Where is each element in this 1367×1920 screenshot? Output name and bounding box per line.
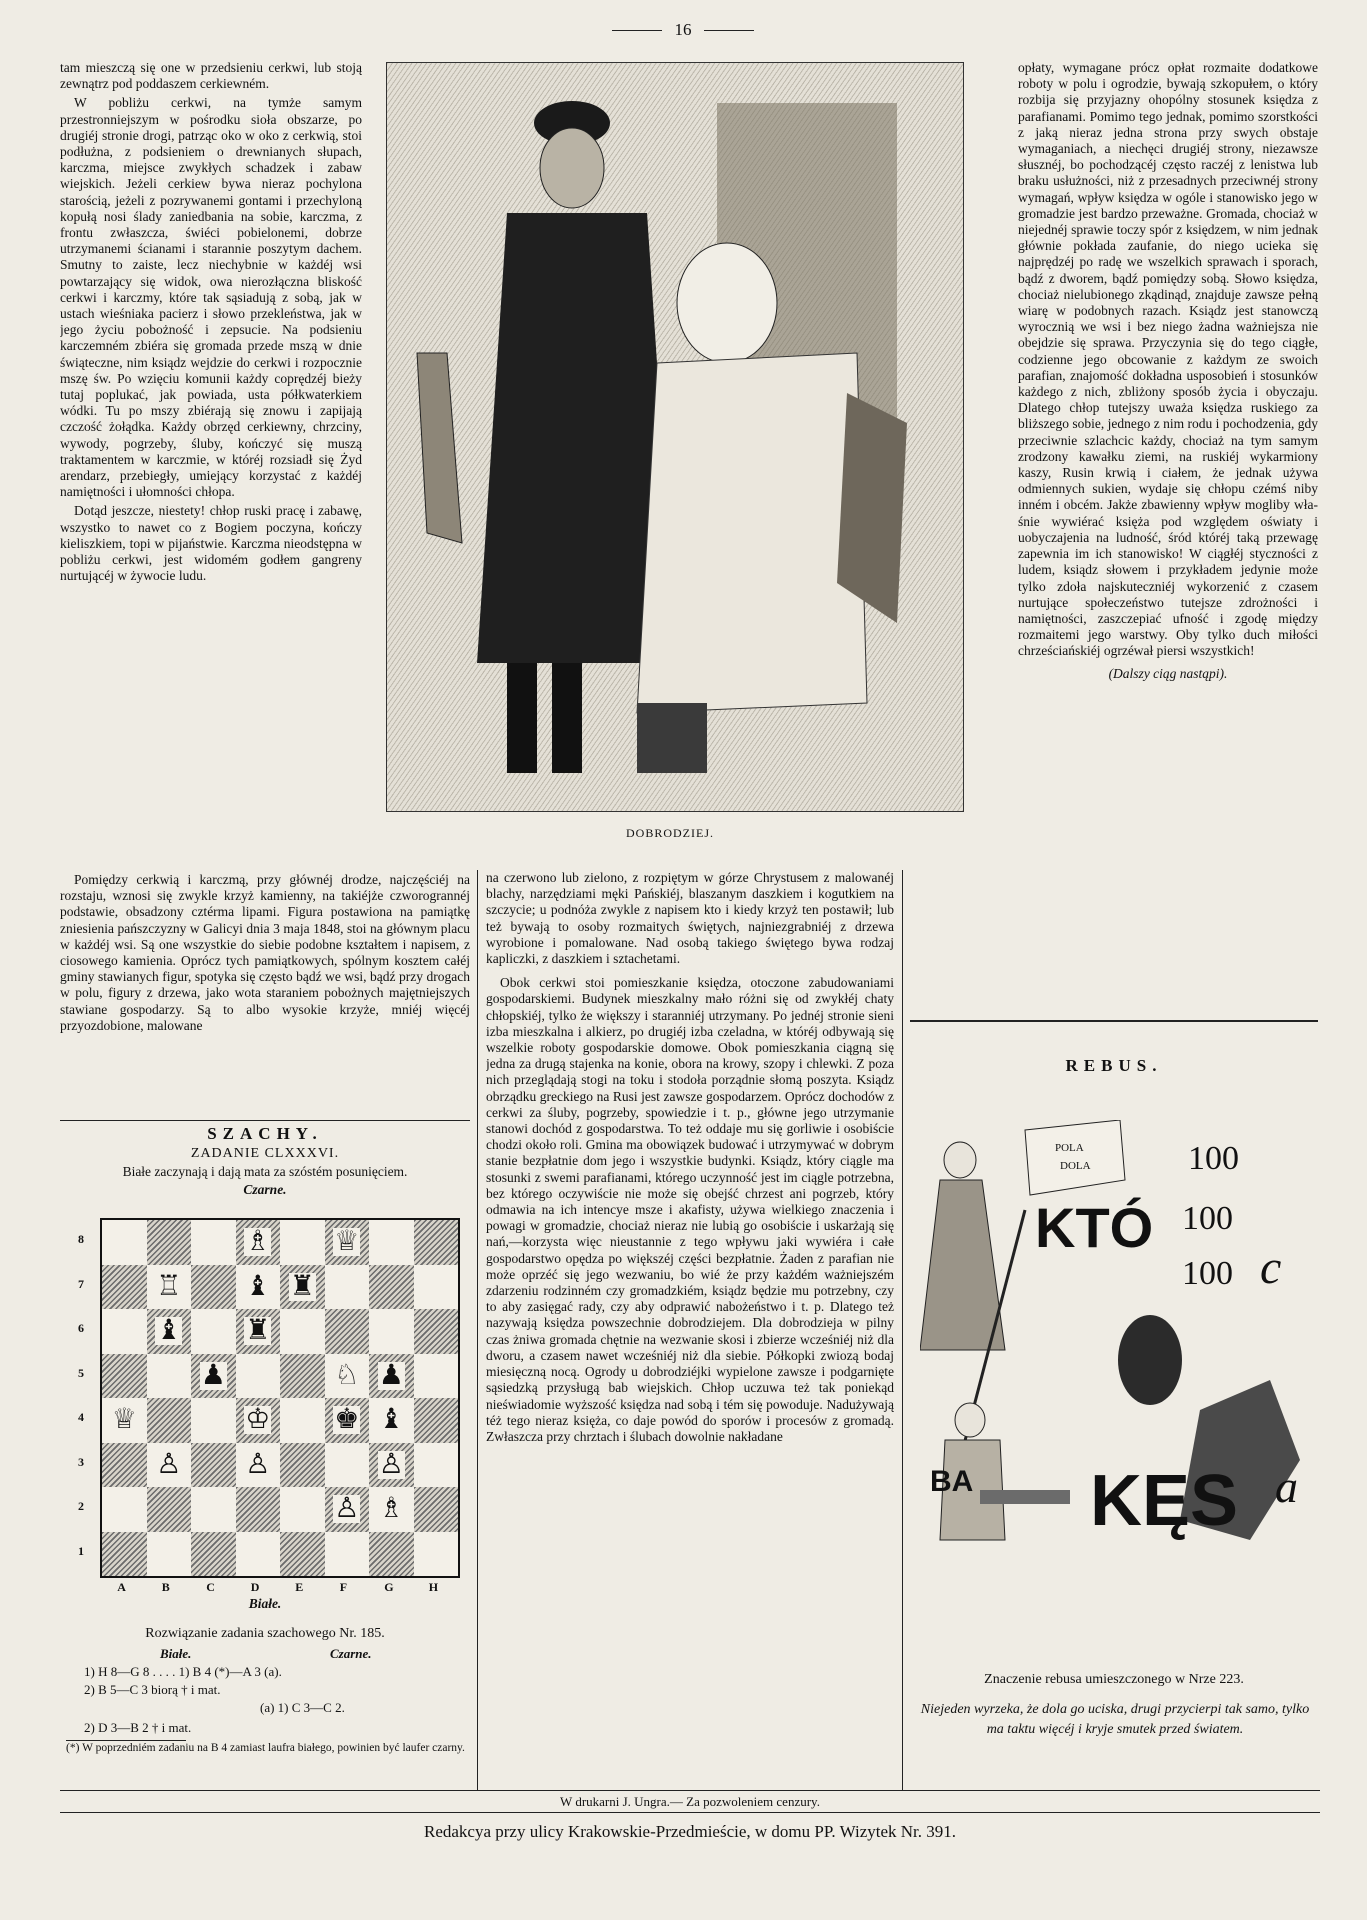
solution-header-black: Czarne. — [330, 1646, 372, 1661]
chess-square — [369, 1220, 414, 1265]
chess-square — [191, 1487, 236, 1532]
chess-square — [325, 1309, 370, 1354]
woman-shawl — [837, 393, 907, 623]
chess-square — [236, 1487, 281, 1532]
chess-square — [102, 1398, 147, 1443]
chess-square — [191, 1398, 236, 1443]
chess-square — [414, 1487, 459, 1532]
chess-footnote: (*) W poprzedniém zadaniu na B 4 zamiast laufra białego, powinien być laufer czarny. — [66, 1742, 465, 1754]
header-rule-right — [704, 30, 754, 31]
chess-title: SZACHY. — [207, 1124, 323, 1143]
chess-square — [325, 1398, 370, 1443]
column-divider-2 — [902, 870, 903, 1790]
chess-square — [414, 1354, 459, 1399]
table-drawing — [980, 1490, 1070, 1504]
paragraph: tam mieszczą się one w przedsieniu cerkwi, lub stoją zewnątrz pod poddaszem cerkiewném. — [60, 60, 362, 92]
paragraph: Dotąd jeszcze, niestety! chłop ruski pracę i zabawę, wszystko to nawet co z Bogiem poczyna, kończy kieliszkiem, topi w pijaństwie. Karczma nieodstępna w pobliżu cerkwi, jest widomém godłem gangreny nurtującéj w żywocie ludu. — [60, 503, 362, 584]
rebus-word-kes: KĘS — [1090, 1461, 1239, 1541]
chess-square — [325, 1265, 370, 1310]
chess-piece: ♙ — [245, 1448, 271, 1480]
chess-square — [369, 1532, 414, 1577]
chess-piece: ♙ — [156, 1448, 182, 1480]
chess-square — [191, 1220, 236, 1265]
woman-boots — [637, 703, 707, 773]
solution-line: 2) D 3—B 2 † i mat. — [84, 1720, 192, 1735]
woman-head-drawing — [944, 1142, 976, 1178]
chess-square — [147, 1354, 192, 1399]
file-label: H — [428, 1580, 439, 1594]
chess-piece: ♚ — [334, 1404, 360, 1436]
rebus-number: 100 — [1182, 1200, 1233, 1237]
chess-square — [325, 1220, 370, 1265]
rebus-number: 100 — [1182, 1255, 1233, 1292]
chess-square — [191, 1532, 236, 1577]
footer-rule-bottom — [60, 1812, 1320, 1813]
chess-piece: ♘ — [334, 1359, 360, 1391]
rebus-top-rule — [910, 1020, 1318, 1022]
chess-solution-headers — [60, 1646, 470, 1662]
chess-white-label: Białe. — [248, 1596, 282, 1611]
chess-square — [147, 1443, 192, 1488]
continued-note: (Dalszy ciąg nastąpi). — [1108, 665, 1228, 681]
rank-label: 4 — [78, 1410, 84, 1425]
column-1-text — [60, 60, 362, 850]
rank-label: 6 — [78, 1321, 84, 1336]
chess-piece: ♟ — [378, 1359, 404, 1391]
file-label: B — [161, 1580, 170, 1594]
rebus-picture — [920, 1120, 1310, 1590]
chess-square — [369, 1309, 414, 1354]
chess-square — [369, 1443, 414, 1488]
column-divider-1 — [477, 870, 478, 1790]
baker-head-drawing — [955, 1403, 985, 1437]
rebus-title: REBUS. — [1065, 1056, 1163, 1075]
chess-solution-title: Rozwiązanie zadania szachowego Nr. 185. — [145, 1626, 385, 1641]
chess-piece: ♙ — [334, 1493, 360, 1525]
chess-square — [191, 1354, 236, 1399]
chess-square — [147, 1532, 192, 1577]
chess-piece: ♕ — [334, 1226, 360, 1258]
chess-square — [191, 1265, 236, 1310]
rank-label: 3 — [78, 1454, 84, 1469]
chess-square — [325, 1354, 370, 1399]
chess-square — [147, 1220, 192, 1265]
chess-square — [102, 1532, 147, 1577]
chess-square — [280, 1309, 325, 1354]
chess-piece: ♔ — [245, 1404, 271, 1436]
footer-editorial: Redakcya przy ulicy Krakowskie-Przedmieście, w domu PP. Wizytek Nr. 391. — [423, 1822, 957, 1841]
chess-square — [325, 1443, 370, 1488]
rebus-word-kto: KTÓ — [1035, 1196, 1154, 1259]
chess-square — [369, 1354, 414, 1399]
rank-label: 1 — [78, 1543, 84, 1558]
chess-square — [102, 1220, 147, 1265]
chess-square — [191, 1309, 236, 1354]
chess-square — [280, 1398, 325, 1443]
footnote-rule — [66, 1740, 186, 1741]
chess-square — [325, 1532, 370, 1577]
chess-square — [414, 1398, 459, 1443]
page-number: 16 — [674, 20, 692, 39]
rebus-word-ba: BA — [930, 1465, 974, 1498]
man-head — [540, 128, 604, 208]
chess-square — [236, 1532, 281, 1577]
chess-piece: ♝ — [156, 1315, 182, 1347]
chess-piece: ♟ — [200, 1359, 226, 1391]
sign-scroll — [1025, 1120, 1125, 1195]
rebus-sign-top: POLA — [1055, 1142, 1084, 1154]
rank-label: 8 — [78, 1232, 84, 1247]
rebus-number: 100 — [1188, 1140, 1239, 1177]
chess-square — [280, 1265, 325, 1310]
chess-piece: ♝ — [245, 1270, 271, 1302]
chess-square — [280, 1354, 325, 1399]
rebus-solution-text: Niejeden wyrzeka, że dola go uciska, drugi przycierpi tak samo, tylko ma taktu więcéj i kryje smutek przed światem. — [920, 1702, 1310, 1737]
chess-top-rule — [60, 1120, 470, 1121]
woman-coat — [637, 353, 867, 713]
file-label: A — [117, 1580, 126, 1594]
rebus-sign-bottom: DOLA — [1060, 1160, 1091, 1172]
chess-square — [280, 1487, 325, 1532]
illustration-dobrodziej — [386, 62, 964, 812]
chess-instruction: Białe zaczynają i dają mata za szóstém posunięciem. — [122, 1164, 408, 1179]
page-header — [0, 20, 1367, 46]
file-label: C — [206, 1580, 215, 1594]
header-rule-left — [612, 30, 662, 31]
rebus-letter-c: c — [1260, 1241, 1282, 1294]
chess-square — [236, 1309, 281, 1354]
chess-square — [236, 1354, 281, 1399]
chess-square — [280, 1532, 325, 1577]
chess-square — [280, 1220, 325, 1265]
file-label: G — [384, 1580, 394, 1594]
rank-label: 2 — [78, 1499, 84, 1514]
chess-piece: ♗ — [378, 1493, 404, 1525]
chess-square — [369, 1398, 414, 1443]
chess-piece: ♜ — [245, 1315, 271, 1347]
solution-header-white: Białe. — [160, 1646, 192, 1661]
chess-square — [414, 1532, 459, 1577]
chess-square — [147, 1309, 192, 1354]
chess-piece: ♗ — [245, 1226, 271, 1258]
bear-drawing — [1118, 1315, 1182, 1405]
chess-square — [102, 1487, 147, 1532]
rebus-solution-title: Znaczenie rebusa umieszczonego w Nrze 223. — [984, 1672, 1244, 1687]
chess-square — [369, 1487, 414, 1532]
chess-square — [191, 1443, 236, 1488]
woman-dress-drawing — [920, 1180, 1005, 1350]
column-1-lower-text — [60, 872, 470, 1112]
chess-square — [236, 1265, 281, 1310]
chess-piece: ♖ — [156, 1270, 182, 1302]
solution-line: 1) H 8—G 8 . . . . 1) B 4 (*)—A 3 (a). — [84, 1664, 282, 1679]
chess-black-label: Czarne. — [243, 1182, 287, 1197]
handkerchief — [417, 353, 462, 543]
chess-piece: ♕ — [111, 1404, 137, 1436]
footer-rule-top — [60, 1790, 1320, 1791]
chess-problem-number: ZADANIE CLXXXVI. — [190, 1146, 340, 1161]
chess-square — [102, 1443, 147, 1488]
solution-line: (a) 1) C 3—C 2. — [260, 1700, 345, 1715]
man-boot-right — [552, 663, 582, 773]
chess-square — [414, 1265, 459, 1310]
chess-square — [369, 1265, 414, 1310]
chess-square — [325, 1487, 370, 1532]
paragraph: na czerwono lub zielono, z rozpiętym w górze Chrystusem z malowanéj blachy, narzędziami męki Pańskiéj, blaszanym daszkiem i kogutkiem na szczycie; u podnóża zwykle z napisem kto i kiedy krzyż ten postawił; lub też bywają to osoby rozmaitych świętych, najniezgrabniéj z drzewa wyrobione i pomalowane. Nad osobą takiego świętego bywa rodzaj kapliczki, z daszkiem i sztachetami. — [486, 870, 894, 967]
chess-square — [147, 1265, 192, 1310]
file-label: D — [250, 1580, 260, 1594]
illustration-caption: DOBRODZIEJ. — [626, 826, 714, 840]
chess-square — [414, 1220, 459, 1265]
chess-square — [414, 1443, 459, 1488]
rebus-letter-a: a — [1275, 1461, 1298, 1512]
chess-square — [147, 1487, 192, 1532]
chess-piece: ♙ — [378, 1448, 404, 1480]
file-label: E — [295, 1580, 304, 1594]
chess-square — [414, 1309, 459, 1354]
chess-square — [236, 1398, 281, 1443]
chess-board — [100, 1218, 460, 1578]
paragraph: Pomiędzy cerkwią i karczmą, przy głównéj drodze, najczęściéj na rozstaju, wznosi się zwykle krzyż kamienny, na takiéjże czworogrannéj podstawie, obsadzony cztérma lipami. Figura postawiona na pamiątkę zniesienia pańszczyzny w Galicyi dnia 3 maja 1848, stoi na głównym placu w każdéj wsi. Są one wszystkie do siebie podobne kształtem i napisem, z ciosowego kamienia. Oprócz tych pamiątkowych, spólnym kosztem całéj gminy stawianych figur, spotyka się często bądź we wsi, bądź przy drogach w polu, figury z drzewa, jako wota staraniem pobożnych majętniejszych stawiane gospodarzy. Są to albo wysokie krzyże, mniéj więcéj przyozdobione, malowane — [60, 872, 470, 1033]
chess-square — [280, 1443, 325, 1488]
chess-square — [236, 1443, 281, 1488]
chess-piece: ♝ — [378, 1404, 404, 1436]
chess-square — [236, 1220, 281, 1265]
chess-square — [102, 1309, 147, 1354]
chess-square — [147, 1398, 192, 1443]
solution-line: 2) B 5—C 3 biorą † i mat. — [84, 1682, 221, 1697]
chess-square — [102, 1354, 147, 1399]
rank-label: 7 — [78, 1276, 84, 1291]
file-label: F — [339, 1580, 348, 1594]
paragraph: W pobliżu cerkwi, na tymże samym przestronniejszym w pośrodku sioła obszarze, po drugiéj stronie drogi, patrząc oko w oko z cerkwią, stoi podłużna, z podsieniem o drewnianych słupach, karczma, miejsce zwykłych schadzek i zabaw wiejskich. Jeżeli cerkiew bywa nieraz pochylona starością, jeżeli z pozrywanemi gontami i przechyloną kopułą nosi ślady zaniedbania na sobie, karczma, z frontu zwłaszcza, świéci pobielonemi, dobrze utrzymanemi ścianami i starannie poszytym dachem. Smutny to zaiste, lecz niechybnie w każdéj wsi powtarzający się widok, owa nierozłączna bliskość cerkwi i karczmy, które tak sąsiadują z sobą, jak w ustach wieśniaka pacierz i słowo przekleństwa, jak w jego życiu pobożność i zepsucie. Na podsieniu karczemném zbiéra się gromada przede mszą w dnie świąteczne, nim ksiądz wejdzie do cerkwi i rozpocznie mszę św. Po wzięciu komunii każdy coprędzéj bieży tutaj poplukać, jak powiada, usta półkwaterkiem wódki. Tu po mszy zbiérają się znowu i zapijają czczość żołądka. Każdy obrzęd cerkiewny, chrzciny, wywody, pogrzeby, śluby, kończyć się muszą traktamentem w karczmie, w któréj rozsiadł się Żyd arendarz, przebiegły, umiejący korzystać z każdéj namiętności i ułomności chłopa. — [60, 95, 362, 500]
paragraph: Obok cerkwi stoi pomieszkanie księdza, otoczone zabudowaniami gospodarskiemi. Budynek mieszkalny mało różni się od zwykłéj chaty chłopskiéj, tylko że większy i staranniéj utrzymany. Po jednéj stronie sieni izba mieszkalna i alkierz, po drugiéj izba czeladna, w któréj odbywają się wszelkie roboty gospodarskie domowe. Obok pomieszkania ciągną się jedna za drugą stajenka na konie, obora na krowy, szopy i chlewki. Z poza nich przeglądają stogi na toku i stodoła porządnie słomą poszyta. Ksiądz obrządku greckiego na Rusi jest zawsze gospodarzem. Oprócz dochodów z cerkwi za śluby, pogrzeby, spowiedzie i t. p., główne jego utrzymanie stanowi dochód z gospodarstwa. To też oddaje mu się gorliwie i osobiście chodzi około roli. Gmina ma obowiązek budować i utrzymywać w dobrym stanie bezpłatnie dom jego i wszystkie budynki. Ksiądz, który ciągle ma stosunki z swemi parafianami, którego uczynność jest im ciągle potrzebna, bez którego oczywiście nie może się obejść chrzest ani pogrzeb, który odmawia na ich intencye msze i akafisty, używa wielkiego znaczenia i powagi w gromadzie, chociaż nieraz nie lubią go osobiście i uskarżają się nań,—korzysta więc nieustannie z tego wpływu jaki wywiéra i całe gospodarstwo opędza po większéj części bezpłatnie. Żaden z parafian nie może oprzéć się jego wezwaniu, bo wié że przy każdém ważniejszém zdarzeniu rodzinném czy gromadzkiém, ksiądz będzie mu potrzebny, czy to aby zasięgać rady, czy aby odprawić nabożeństwo i t. p. Dlatego też nazywają księdza powszechnie dobrodziejem. Dla dobrodzieja w pilny czas żniwa gromada chętnie na wezwanie skosi i zbierze wcześniéj niż dla dworu, a czasem nawet wcześniéj niż dla siebie. Półkopki zwiozą bodaj miesięczną nocą. Ogrody u dobrodziéjki wypielone zawsze i podgarnięte sąsiedzką przysługą bab wiejskich. Chłop uczuwa też tak poniekąd nieświadomie wyższość księdza nad sobą i tém się powoduje. Nadużywają téż tego nieraz księża, co daje powód do sporów i procesów z gromadą. Zwłaszcza przy chrztach i ślubach dowolnie nakładane — [486, 975, 894, 1444]
footer-printer: W drukarni J. Ungra.— Za pozwoleniem cenzury. — [560, 1794, 820, 1809]
paragraph: opłaty, wymagane prócz opłat rozmaite dodatkowe roboty w polu i ogrodzie, bywają szkopułem, o który rozbija się przyjazny ohopólny stosunek księdza z parafianami. Pomimo tego jednak, pomimo szorstkości z jaką nieraz jedna strona przy swych obstaje wymaganiach, a niechęci drugiéj strony, niezawsze słusznéj, bo pochodzącéj często raczéj z lenistwa lub braku usłużności, niż z przesadnych przeciwnéj strony wymagań, wpływ księdza w ogóle i stanowisko jego w gromadzie jest bardzo przeważne. Gromada, chociaż w niejednéj sprawie toczy spór z księdzem, w nim jednak głównie pokłada zaufanie, do niego ucieka się najprędzéj po radę we wszelkich sprawach i sporach, bądź z dworem, bądź pomiędzy sobą. Słowo księdza, chociaż nielubionego zkądinąd, znajduje zawsze pełną wiarę w podobnych razach. Ksiądz jest stanowczą wyrocznią we wsi i bez niego żadna ważniejsza nie obejdzie się sprawa. Przyczynia się do tego ciągłe, codzienne jego obcowanie z każdym ze swoich parafian, znajomość dokładna usposobień i stosunków każdego z nich, zbliżony sposób życia i obyczaju. Dlatego chłop tutejszy uważa księdza ruskiego za bliższego sobie, jednego z nim rodu i pochodzenia, gdy przeciwnie szlachcic każdy, chociaż na tym samym zrodzony kawałku ziemi, na ruskiéj wykarmiony kaszy, Rusin krwią i ciałem, że jednak używa odmiennych sukien, wydaje się chłopu czémś niby inném i obcém. Jakże zbawienny wpływ mogliby wła-śnie wywiérać księża pod względem oświaty i uobyczajenia na ludność, śród któréj taką przewagę zapewnia im ich stanowisko! W ciągłéj styczności z ludem, ksiądz słowem i przykładem jedynie może tylko zdoła najskuteczniéj wykorzenić z czasem nurtujące społeczeństwo tutejsze zdrożności i namiętności, zaszczepiać ufność i zgodę między rozmaitemi jego warstwy. Oby tylko duch miłości chrześciańskiéj ogrzéwał piersi wszystkich! — [1018, 60, 1318, 659]
column-2-text — [486, 870, 894, 1780]
chess-piece: ♜ — [289, 1270, 315, 1302]
engraving-figures — [387, 63, 963, 811]
chess-square — [102, 1265, 147, 1310]
man-boot-left — [507, 663, 537, 773]
rank-label: 5 — [78, 1365, 84, 1380]
woman-headscarf — [677, 243, 777, 363]
column-3-text — [1018, 60, 1318, 965]
